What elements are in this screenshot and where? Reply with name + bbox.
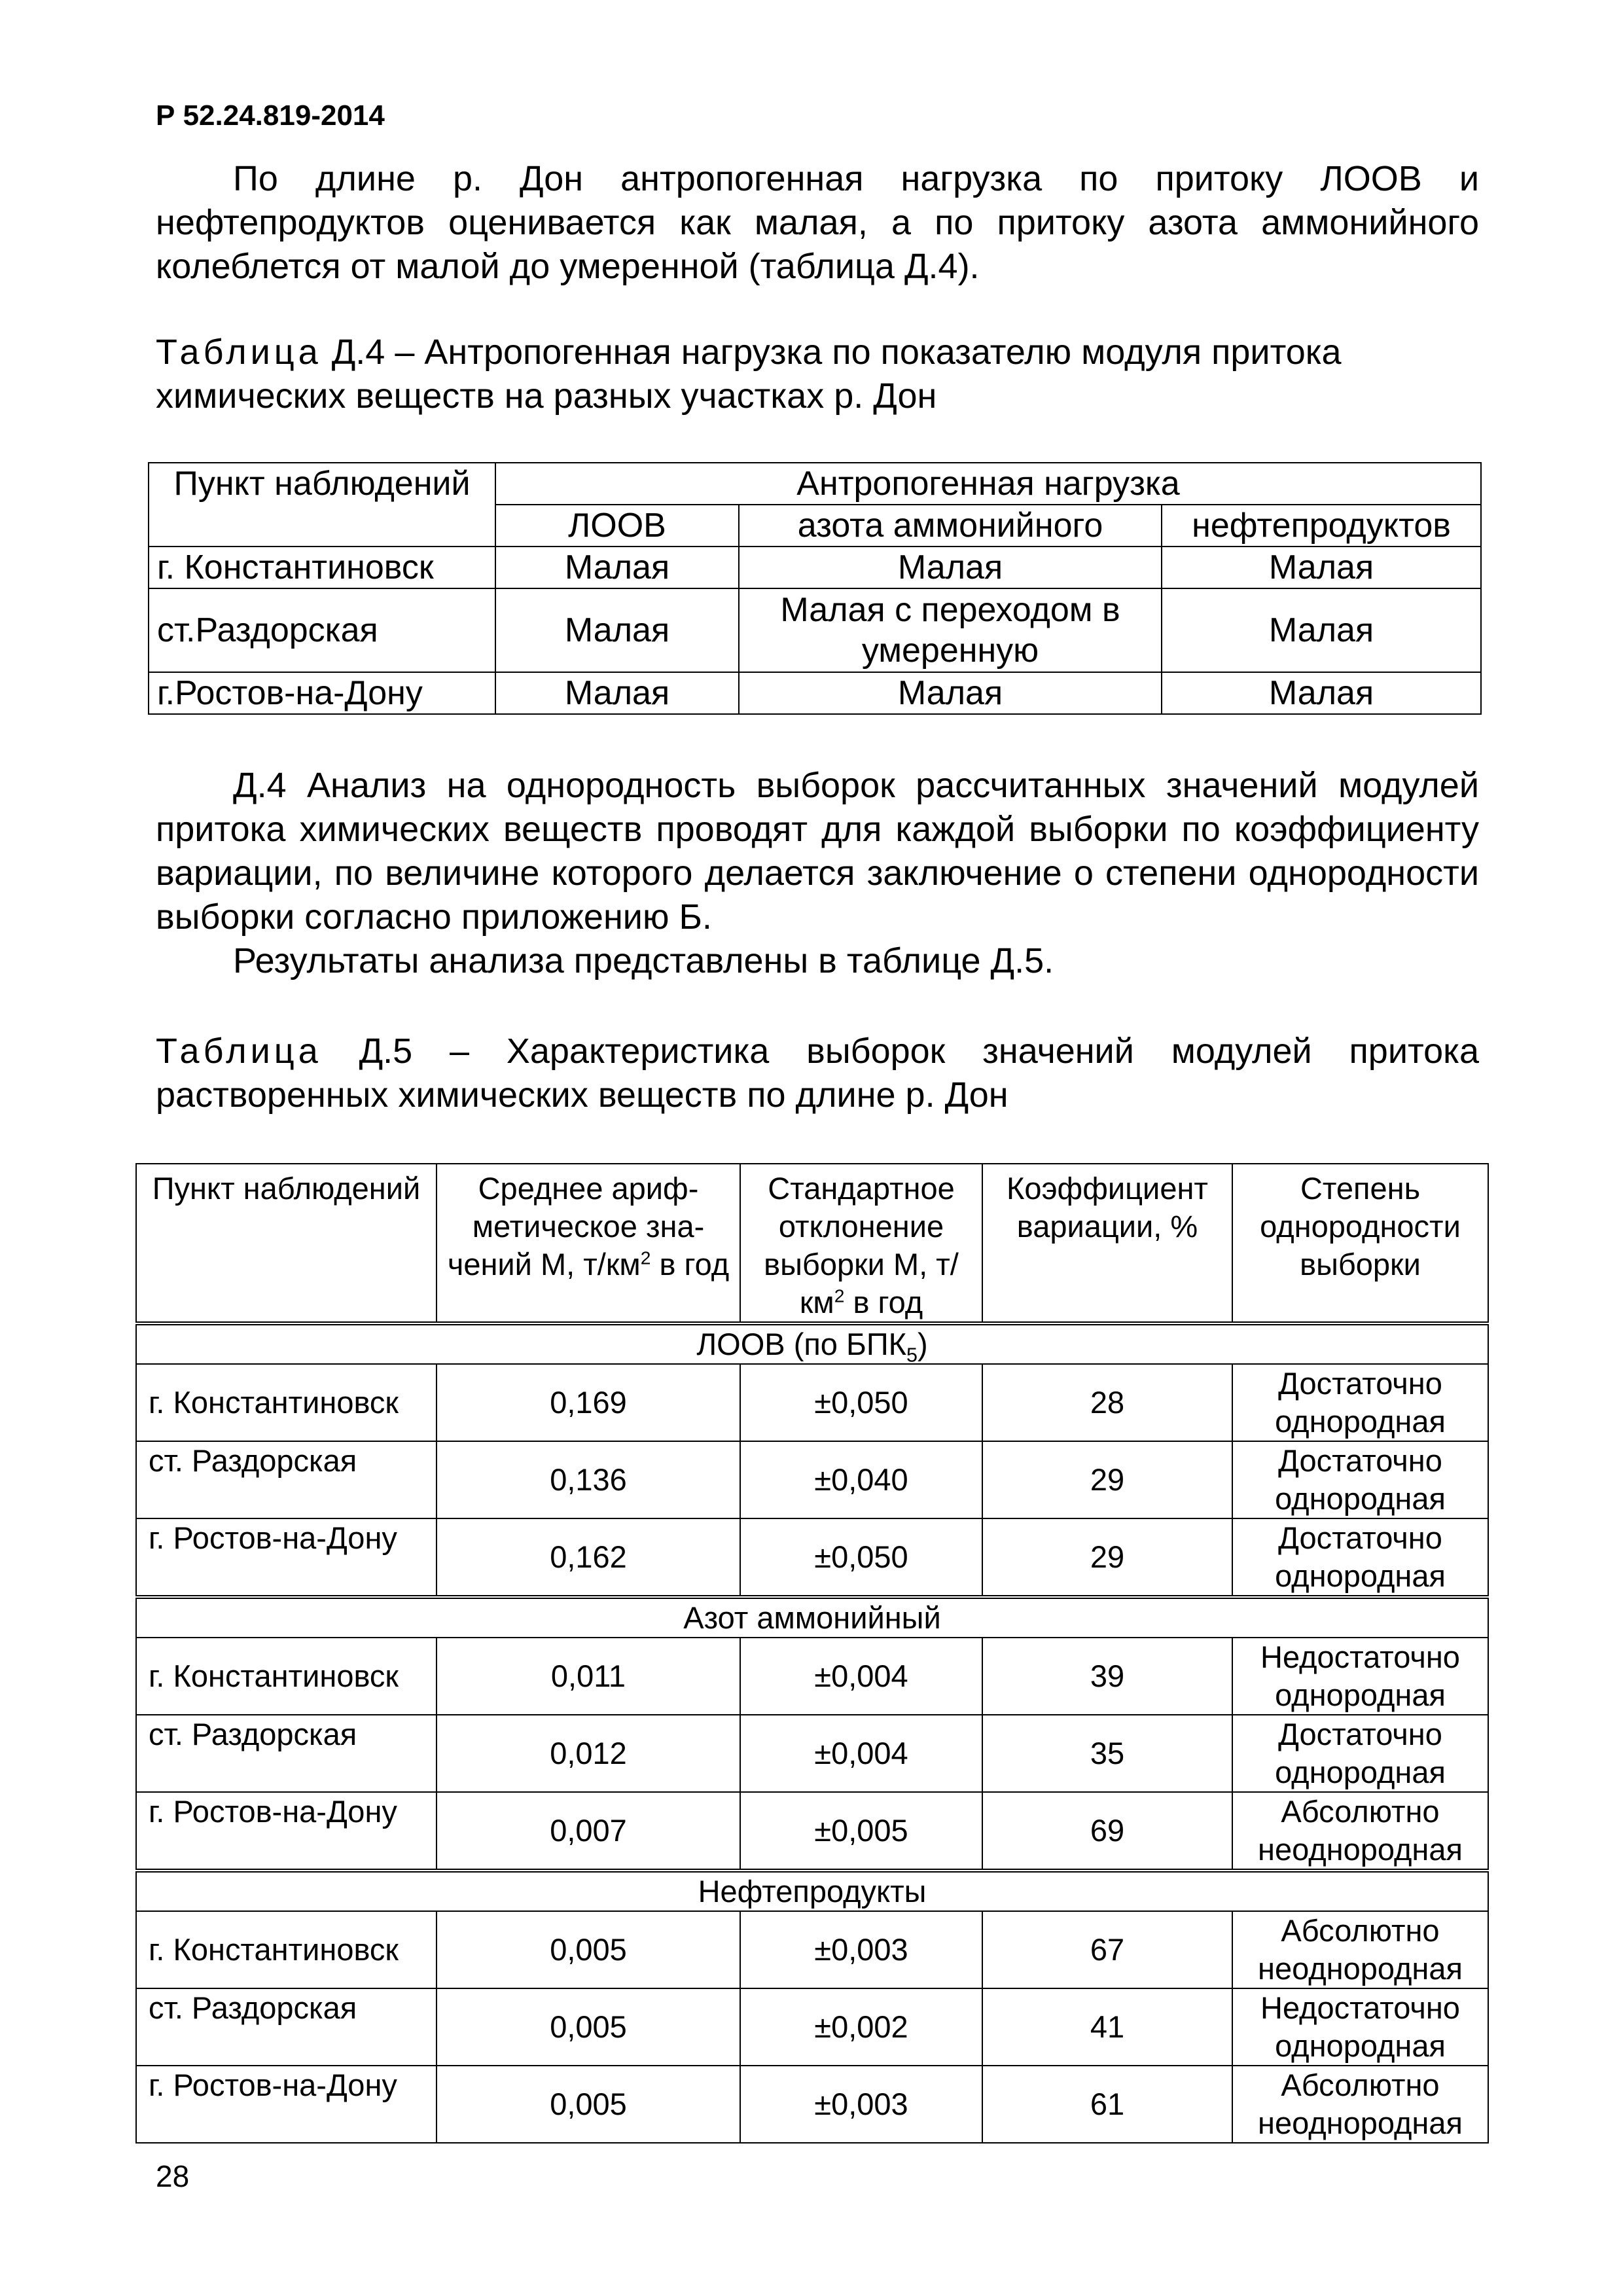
table5-section-row [136,1597,1488,1638]
table5-cell-point: г. Константиновск [136,1638,437,1715]
table5-cell-point: г. Ростов-на-Дону [136,1518,437,1597]
table5-cell-std: ±0,002 [740,1988,982,2066]
table-d5 [135,1163,1489,2144]
table4-cell-loov: Малая [495,672,739,714]
table5-section-title: Нефтепродукты [136,1871,1488,1911]
document-code: Р 52.24.819-2014 [156,99,385,132]
table5-cell-point: ст. Раздорская [136,1988,437,2066]
table5-cell-std: ±0,003 [740,2066,982,2143]
table5-cell-cv: 67 [982,1911,1232,1988]
table5-header-cv: Коэффициент вариации, % [982,1164,1232,1323]
table-row [149,547,1481,588]
table5-cell-degree: Недостаточно однородная [1232,1638,1488,1715]
table5-section-row [136,1871,1488,1911]
table4-caption [156,331,1479,418]
table5-cell-std: ±0,040 [740,1441,982,1518]
table4-header-ammonium: азота аммонийного [739,505,1162,547]
table5-cell-cv: 28 [982,1364,1232,1441]
table5-caption-label: Таблица [156,1031,322,1071]
table-row [136,2066,1488,2143]
table5-cell-mean: 0,162 [437,1518,740,1597]
table-row [136,1988,1488,2066]
section-d4-paragraph: Д.4 Анализ на однородность выборок рассчитанных значений модулей притока химических веществ проводят для каждой выборки по коэффициенту вариации, по величине которого делается заключение о степени однородности выборки согласно приложению Б. [156,766,1479,937]
table5-cell-std: ±0,004 [740,1638,982,1715]
table5-cell-cv: 69 [982,1792,1232,1871]
table5-cell-degree: Достаточно однородная [1232,1518,1488,1597]
table5-cell-mean: 0,007 [437,1792,740,1871]
table4-cell-ammonium: Малая [739,672,1162,714]
table4-header-oil: нефтепродуктов [1162,505,1481,547]
table5-header-mean: Среднее ариф-метическое зна-чений М, $т/км^2$ в год [437,1164,740,1323]
table5-cell-point: г. Ростов-на-Дону [136,1792,437,1871]
table-row [136,1518,1488,1597]
table-row [136,1911,1488,1988]
table5-cell-cv: 39 [982,1638,1232,1715]
table5-header-std: Стандартное отклонение выборки М, $т/км^2$ в год [740,1164,982,1323]
table4-cell-loov: Малая [495,547,739,588]
table5-cell-degree: Недостаточно однородная [1232,1988,1488,2066]
table5-cell-mean: 0,011 [437,1638,740,1715]
table5-cell-cv: 29 [982,1441,1232,1518]
table5-cell-point: ст. Раздорская [136,1715,437,1792]
table4-cell-oil: Малая [1162,547,1481,588]
table5-cell-std: ±0,050 [740,1518,982,1597]
table5-section-row [136,1323,1488,1364]
table5-cell-std: ±0,005 [740,1792,982,1871]
page-number: 28 [156,2159,190,2193]
table5-section-title: ЛООВ (по $БПК_5$) [136,1323,1488,1364]
table4-header-point: Пункт наблюдений [149,463,495,547]
table4-header-loov: ЛООВ [495,505,739,547]
table4-cell-ammonium: Малая [739,547,1162,588]
table5-cell-degree: Достаточно однородная [1232,1364,1488,1441]
table5-header-point: Пункт наблюдений [136,1164,437,1323]
results-line: Результаты анализа представлены в таблице Д.5. [233,941,1054,980]
table5-cell-std: ±0,050 [740,1364,982,1441]
table5-cell-mean: 0,169 [437,1364,740,1441]
table4-cell-point: г. Константиновск [149,547,495,588]
table4-cell-point: г.Ростов-на-Дону [149,672,495,714]
table4-caption-text: Д.4 – Антропогенная нагрузка по показателю модуля притока химических веществ на разных участках р. Дон [156,332,1342,416]
table5-cell-point: г. Ростов-на-Дону [136,2066,437,2143]
table5-cell-degree: Абсолютно неоднородная [1232,1911,1488,1988]
table-row [136,1364,1488,1441]
table5-caption-text: Д.5 – Характеристика выборок значений модулей притока растворенных химических веществ по длине р. Дон [156,1031,1479,1115]
table5-cell-mean: 0,136 [437,1441,740,1518]
table5-cell-cv: 29 [982,1518,1232,1597]
table4-cell-point: ст.Раздорская [149,588,495,672]
table-row [149,588,1481,672]
table-row [136,1792,1488,1871]
table5-cell-degree: Абсолютно неоднородная [1232,2066,1488,2143]
table4-cell-ammonium: Малая с переходом в умеренную [739,588,1162,672]
table5-cell-point: г. Константиновск [136,1911,437,1988]
table5-cell-mean: 0,012 [437,1715,740,1792]
table5-cell-cv: 61 [982,2066,1232,2143]
table4-header-group: Антропогенная нагрузка [495,463,1481,505]
table-row [149,672,1481,714]
table5-header-degree: Степень однородности выборки [1232,1164,1488,1323]
table-row [136,1441,1488,1518]
table5-cell-cv: 35 [982,1715,1232,1792]
table-d4 [148,462,1482,715]
table5-cell-cv: 41 [982,1988,1232,2066]
table5-cell-point: ст. Раздорская [136,1441,437,1518]
intro-paragraph: По длине р. Дон антропогенная нагрузка по притоку ЛООВ и нефтепродуктов оценивается как малая, а по притоку азота аммонийного колеблется от малой до умеренной (таблица Д.4). [156,159,1479,286]
table5-cell-degree: Абсолютно неоднородная [1232,1792,1488,1871]
table4-caption-label: Таблица [156,332,322,372]
table5-cell-degree: Достаточно однородная [1232,1715,1488,1792]
table5-cell-mean: 0,005 [437,1988,740,2066]
table5-caption [156,1030,1479,1117]
table5-cell-std: ±0,003 [740,1911,982,1988]
table4-cell-oil: Малая [1162,588,1481,672]
table4-cell-oil: Малая [1162,672,1481,714]
table5-cell-std: ±0,004 [740,1715,982,1792]
table-row [136,1638,1488,1715]
table5-cell-point: г. Константиновск [136,1364,437,1441]
table5-cell-mean: 0,005 [437,2066,740,2143]
table4-cell-loov: Малая [495,588,739,672]
table5-section-title: Азот аммонийный [136,1597,1488,1638]
table5-cell-mean: 0,005 [437,1911,740,1988]
table5-cell-degree: Достаточно однородная [1232,1441,1488,1518]
table-row [136,1715,1488,1792]
